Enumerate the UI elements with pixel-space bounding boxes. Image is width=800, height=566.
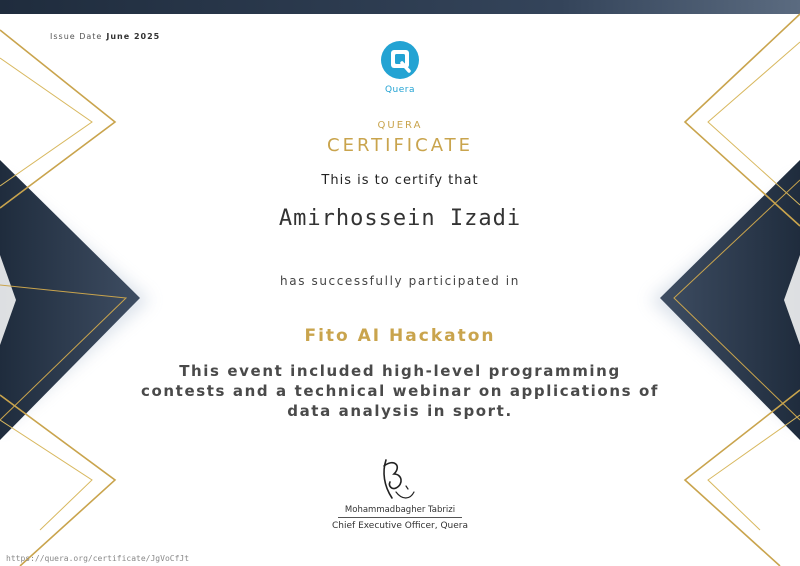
- participation-text: has successfully participated in: [280, 274, 520, 288]
- event-name: Fito AI Hackaton: [304, 326, 496, 346]
- signatory-name: Mohammadbagher Tabrizi: [344, 505, 456, 515]
- certificate-title: CERTIFICATE: [327, 135, 473, 156]
- right-navy-chevron: [660, 160, 800, 440]
- certificate-url[interactable]: https://quera.org/certificate/JgVoCfJt: [6, 554, 190, 563]
- signature-line: [338, 517, 462, 518]
- signature-image: [372, 456, 432, 504]
- logo-text: Quera: [384, 85, 416, 95]
- recipient-name: Amirhossein Izadi: [278, 206, 522, 231]
- certificate-brand: QUERA: [377, 120, 423, 131]
- signatory-title: Chief Executive Officer, Quera: [332, 521, 468, 531]
- event-description: This event included high-level programming contests and a technical webinar on applications of data analysis in sport.: [141, 362, 659, 420]
- issue-date-label: Issue Date: [50, 32, 103, 41]
- issue-date: [50, 32, 160, 41]
- quera-logo: [376, 40, 424, 96]
- certify-intro: This is to certify that: [321, 173, 479, 188]
- quera-logo-icon: [380, 40, 420, 80]
- issue-date-value: June 2025: [106, 32, 161, 41]
- left-navy-chevron: [0, 160, 140, 440]
